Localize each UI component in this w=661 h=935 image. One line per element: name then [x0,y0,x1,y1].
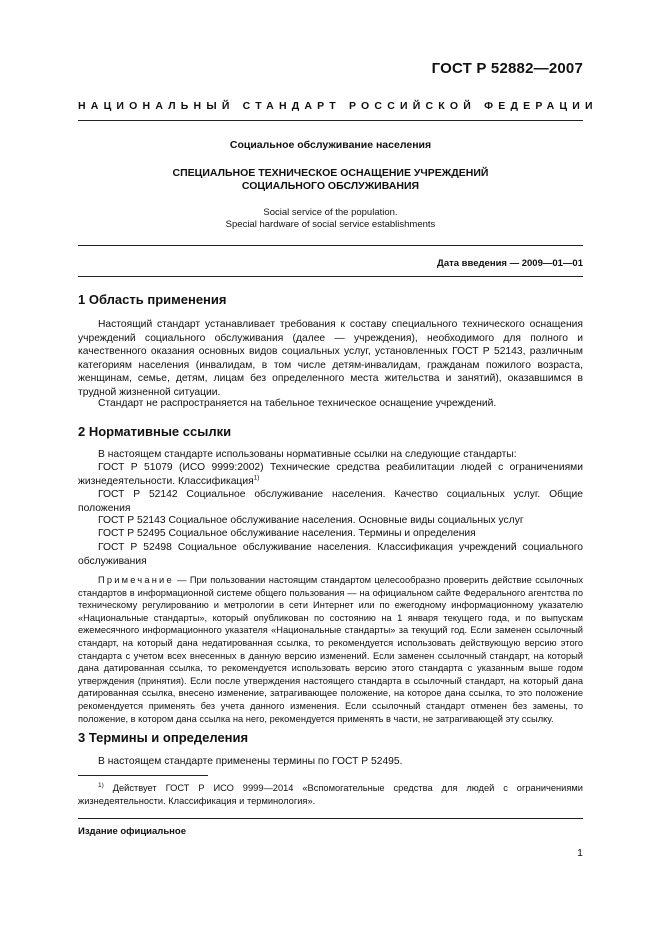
reference-gost-52495: ГОСТ Р 52495 Социальное обслуживание населения. Термины и определения [98,528,476,539]
section-3-paragraph-1: В настоящем стандарте применены термины по ГОСТ Р 52495. [98,756,403,767]
section-3-heading: 3 Термины и определения [78,730,249,745]
reference-gost-52498: ГОСТ Р 52498 Социальное обслуживание населения. Классификация учреждений социального обслуживания [78,542,583,567]
section-1-heading: 1 Область применения [78,292,227,307]
reference-gost-51079-text: ГОСТ Р 51079 (ИСО 9999:2002) Технические средства реабилитации людей с ограничениями жизнедеятельности. Классификация [78,462,583,487]
gost-number: ГОСТ Р 52882—2007 [431,60,583,77]
english-title [78,207,583,231]
footnote-marker: 1) [253,474,260,482]
header-divider [78,120,583,121]
main-title-line1: СПЕЦИАЛЬНОЕ ТЕХНИЧЕСКОЕ ОСНАЩЕНИЕ УЧРЕЖДЕНИЙ [172,167,489,179]
reference-gost-52143: ГОСТ Р 52143 Социальное обслуживание населения. Основные виды социальных услуг [98,515,524,526]
footnote-number: 1) [98,781,104,789]
footnote-text: Действует ГОСТ Р ИСО 9999—2014 «Вспомогательные средства для людей с ограничениями жизнедеятельности. Классификация и терминология». [78,783,583,806]
section-1-paragraph-2: Стандарт не распространяется на табельное техническое оснащение учреждений. [98,398,497,409]
introduction-date: Дата введения — 2009—01—01 [437,258,583,269]
footnote [78,782,583,807]
note-text: — При пользовании настоящим стандартом целесообразно проверить действие ссылочных стандартов в информационной системе общего пользования — на официальном сайте Федерального агентства по техническому регулированию и метрологии в сети Интернет или по ежегодному информационному указателю «Национальные стандарты», который опубликован по состоянию на 1 января текущего года, и по выпускам ежемесячного информационного указателя «Национальные стандарты» за текущий год. Если заменен ссылочный стандарт, на который дана недатированная ссылка, то рекомендуется использовать действующую версию этого стандарта с учетом всех внесенных в данную версию изменений. Если заменен ссылочный стандарт, на который дана датированная ссылка, то рекомендуется использовать версию этого стандарта с указанным выше годом утверждения (принятия). Если после утверждения настоящего стандарта в ссылочный стандарт, на который дана датированная ссылка, внесено изменение, затрагивающее положение, на которое дана ссылка, то это положение рекомендуется применять без учета данного изменения. Если ссылочный стандарт отменен без замены, то положение, в котором дана ссылка на него, рекомендуется применять в части, не затрагивающей эту ссылку. [78,575,583,724]
reference-gost-52142: ГОСТ Р 52142 Социальное обслуживание населения. Качество социальных услуг. Общие положения [78,489,583,514]
footnote-divider [78,775,208,776]
main-title-line2: СОЦИАЛЬНОГО ОБСЛУЖИВАНИЯ [241,179,420,192]
subject-title: Социальное обслуживание населения [229,139,432,151]
references-intro: В настоящем стандарте использованы нормативные ссылки на следующие стандарты: [98,449,517,460]
date-divider [78,276,583,277]
main-title [78,167,583,192]
national-standard-banner: НАЦИОНАЛЬНЫЙ СТАНДАРТ РОССИЙСКОЙ ФЕДЕРАЦИИ [78,100,598,112]
section-2-heading: 2 Нормативные ссылки [78,424,232,439]
english-title-line1: Social service of the population. [263,207,398,218]
title-divider [78,245,583,246]
page-number: 1 [577,847,583,859]
official-edition-label: Издание официальное [78,826,186,837]
references-note [78,574,583,725]
reference-gost-51079 [78,461,583,488]
english-title-line2: Special hardware of social service establishments [225,219,436,230]
footer-divider [78,818,583,819]
note-label: Примечание [98,575,174,585]
section-1-paragraph-1: Настоящий стандарт устанавливает требования к составу специального технического оснащения учреждений социального обслуживания (далее — учреждения), необходимого для полного и качественного оказания основных видов социальных услуг, установленных ГОСТ Р 52143, различным категориям населения (инвалидам, в том числе детям-инвалидам, гражданам пожилого возраста, женщинам, семье, детям, лицам без определенного места жительства и занятий), оказавшимся в трудной жизненной ситуации. [78,319,583,398]
